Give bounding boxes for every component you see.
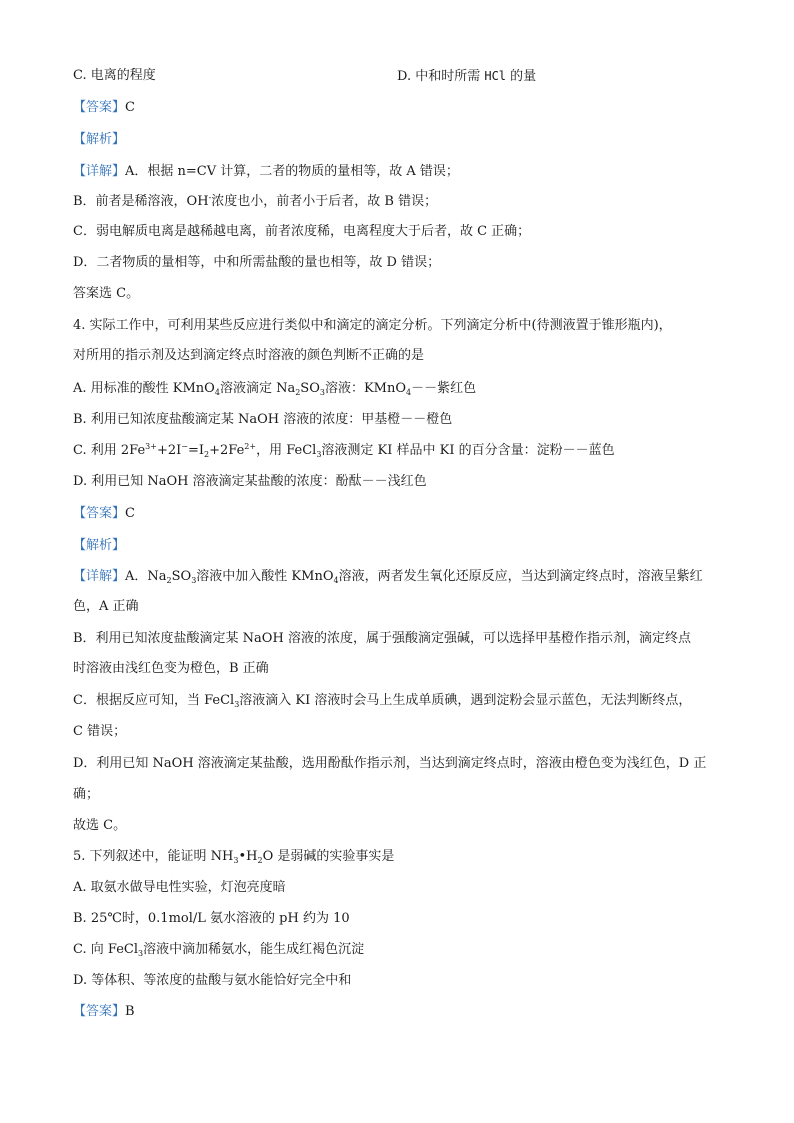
q3-option-c: C. 电离的程度 xyxy=(73,68,156,83)
q3-analysis-heading: 【解析】 xyxy=(73,132,126,147)
q4-stem-line2: 对所用的指示剂及达到滴定终点时溶液的颜色判断不正确的是 xyxy=(73,348,425,363)
q3-answer: 【答案】C xyxy=(73,100,135,115)
q4-option-d: D. 利用已知 NaOH 溶液滴定某盐酸的浓度：酚酞－－浅红色 xyxy=(73,474,427,489)
q4-option-b: B. 利用已知浓度盐酸滴定某 NaOH 溶液的浓度：甲基橙－－橙色 xyxy=(73,412,453,427)
q3-detail-d: D．二者物质的量相等，中和所需盐酸的量也相等，故 D 错误； xyxy=(73,255,441,270)
q4-analysis-heading: 【解析】 xyxy=(73,538,126,553)
q3-conclusion: 答案选 C。 xyxy=(73,286,140,301)
q5-option-b: B. 25℃时，0.1mol/L 氨水溶液的 pH 约为 10 xyxy=(73,911,350,926)
q4-option-c: C. 利用 $2Fe^{3+}+2I^-=I_2+2Fe^{2+}$，用 FeCl$_3$溶液测定 KI 样品中 KI 的百分含量：淀粉－－蓝色 xyxy=(73,442,615,459)
q5-option-a: A. 取氨水做导电性实验，灯泡亮度暗 xyxy=(73,880,286,895)
q4-detail-a: 【详解】A．$Na_2SO_3$溶液中加入酸性 KMnO$_4$溶液，两者发生氧化还原反应，当达到滴定终点时，溶液呈紫红 xyxy=(73,569,703,585)
q4-stem-line1: 4. 实际工作中，可利用某些反应进行类似中和滴定的滴定分析。下列滴定分析中(待测液置于锥形瓶内)， xyxy=(73,318,672,333)
q5-option-d: D. 等体积、等浓度的盐酸与氨水能恰好完全中和 xyxy=(73,973,352,988)
q4-detail-d: D．利用已知 NaOH 溶液滴定某盐酸，选用酚酞作指示剂，当达到滴定终点时，溶液由橙色变为浅红色，D 正 xyxy=(73,756,707,771)
q4-detail-c: C．根据反应可知，当 FeCl$_3$溶液滴入 KI 溶液时会马上生成单质碘，遇到淀粉会显示蓝色，无法判断终点， xyxy=(73,693,692,709)
q3-detail-c: C．弱电解质电离是越稀越电离，前者浓度稀，电离程度大于后者，故 C 正确； xyxy=(73,224,531,239)
q4-detail-b: B．利用已知浓度盐酸滴定某 NaOH 溶液的浓度，属于强酸滴定强碱，可以选择甲基橙作指示剂，滴定终点 xyxy=(73,631,691,646)
q5-stem: 5. 下列叙述中，能证明 $NH_3•H_2O$ 是弱碱的实验事实是 xyxy=(73,849,395,865)
q3-option-d: D. 中和时所需 HCl 的量 xyxy=(397,69,537,84)
q4-detail-a-cont: 色，A 正确 xyxy=(73,599,139,614)
q4-answer: 【答案】C xyxy=(73,506,135,521)
q4-detail-b-cont: 时溶液由浅红色变为橙色，B 正确 xyxy=(73,661,269,676)
q4-option-a: A. 用标准的酸性 KMnO$_4$溶液滴定 $Na_2SO_3$溶液：KMnO$_4$－－紫红色 xyxy=(73,381,477,397)
q3-detail-a: 【详解】A．根据 n=CV 计算，二者的物质的量相等，故 A 错误； xyxy=(73,164,459,179)
q5-option-c: C. 向 FeCl$_3$溶液中滴加稀氨水，能生成红褐色沉淀 xyxy=(73,942,365,958)
q4-conclusion: 故选 C。 xyxy=(73,818,127,833)
q3-detail-b: B．前者是稀溶液，OH-浓度也小，前者小于后者，故 B 错误； xyxy=(73,193,438,209)
q4-detail-d-cont: 确； xyxy=(73,787,100,802)
q5-answer: 【答案】B xyxy=(73,1004,135,1019)
q4-detail-c-cont: C 错误； xyxy=(73,724,127,739)
